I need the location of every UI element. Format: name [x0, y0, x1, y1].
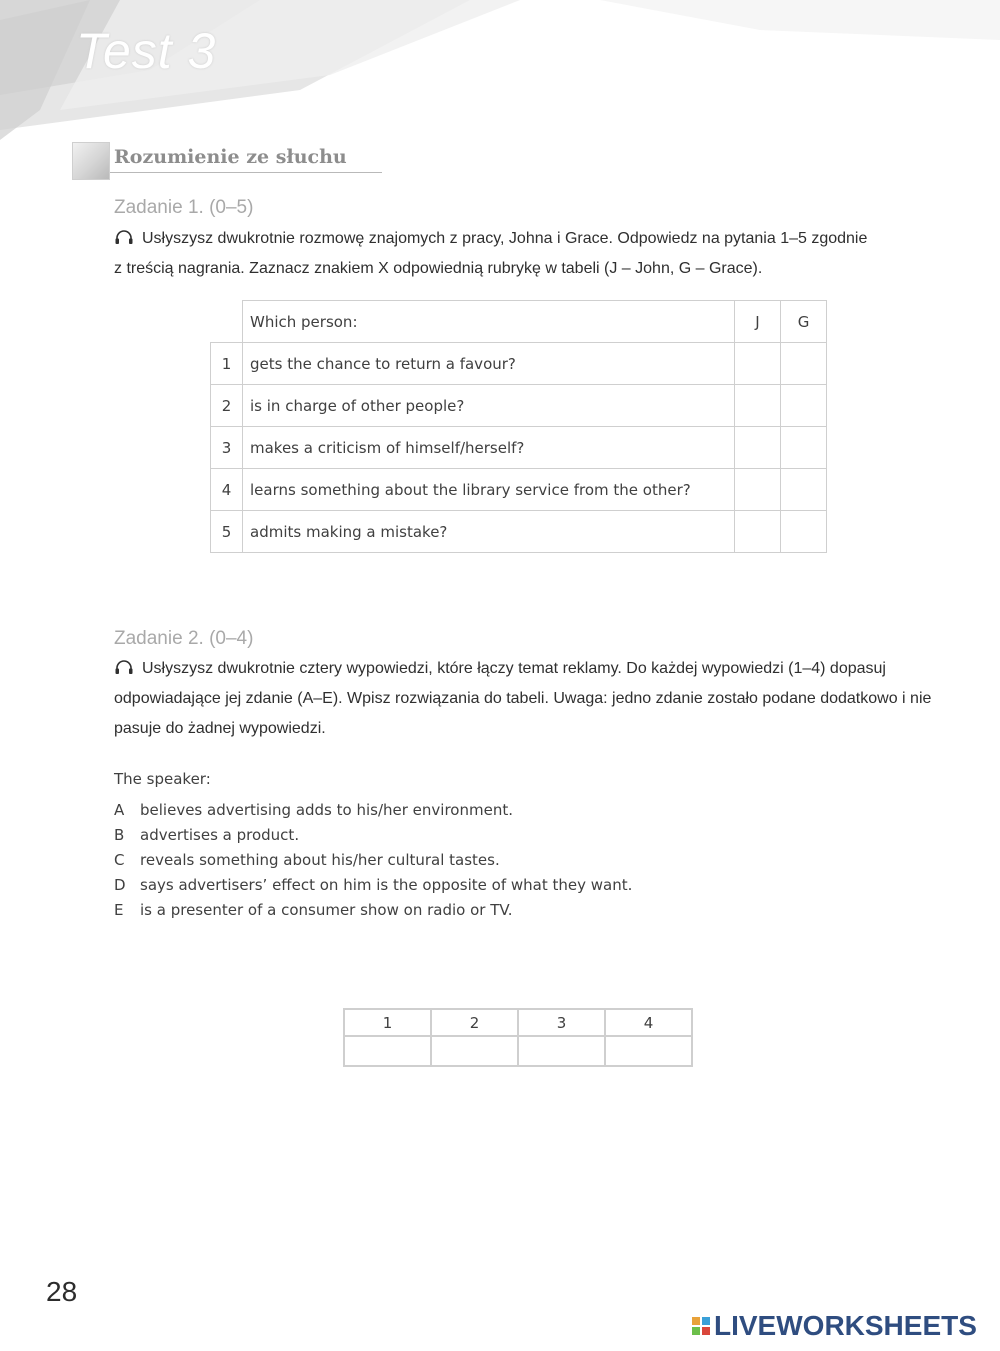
- task2-instruction-line3: pasuje do żadnej wypowiedzi.: [114, 720, 326, 737]
- answer-cell-j[interactable]: [735, 343, 781, 385]
- answer-table-header: [344, 1009, 692, 1036]
- answer-cell-j[interactable]: [735, 427, 781, 469]
- speaker-label: The speaker:: [114, 770, 211, 788]
- answer-cell-j[interactable]: [735, 511, 781, 553]
- row-number: 2: [211, 385, 243, 427]
- answer-cell-j[interactable]: [735, 385, 781, 427]
- row-question: makes a criticism of himself/herself?: [243, 427, 735, 469]
- option-letter: A: [114, 801, 125, 819]
- option-letter: C: [114, 851, 125, 869]
- task2-instruction-line1: Usłyszysz dwukrotnie cztery wypowiedzi, które łączy temat reklamy. Do każdej wypowiedzi (1–4) dopasuj: [142, 660, 886, 677]
- page-number: 28: [46, 1276, 78, 1307]
- section-marker: [72, 142, 110, 180]
- headphones-icon: [114, 659, 134, 675]
- option-text: says advertisers’ effect on him is the opposite of what they want.: [140, 876, 633, 894]
- task1-instruction-line2: z treścią nagrania. Zaznacz znakiem X odpowiednią rubrykę w tabeli (J – John, G – Grace).: [114, 260, 763, 277]
- answer-header-4: 4: [605, 1009, 692, 1036]
- answer-cell-g[interactable]: [781, 343, 827, 385]
- table-row: [211, 385, 827, 427]
- test-title: Test 3: [76, 23, 217, 79]
- row-question: admits making a mistake?: [243, 511, 735, 553]
- row-number: 5: [211, 511, 243, 553]
- list-item: [114, 801, 632, 826]
- table-row: [211, 427, 827, 469]
- option-letter: E: [114, 901, 124, 919]
- task1-col-g: G: [781, 301, 827, 343]
- liveworksheets-brand[interactable]: [692, 1311, 977, 1341]
- task2-title: Zadanie 2. (0–4): [114, 628, 254, 649]
- task1-instruction-line1: Usłyszysz dwukrotnie rozmowę znajomych z pracy, Johna i Grace. Odpowiedz na pytania 1–5 zgodnie: [142, 230, 868, 247]
- row-number: 3: [211, 427, 243, 469]
- option-text: advertises a product.: [140, 826, 300, 844]
- answer-table-row: [344, 1036, 692, 1066]
- answer-cell-g[interactable]: [781, 385, 827, 427]
- task1-col-j: J: [735, 301, 781, 343]
- task1-header-question: Which person:: [243, 301, 735, 343]
- option-text: reveals something about his/her cultural tastes.: [140, 851, 500, 869]
- list-item: [114, 876, 632, 901]
- headphones-icon: [114, 229, 134, 245]
- option-text: believes advertising adds to his/her environment.: [140, 801, 513, 819]
- answer-cell-g[interactable]: [781, 427, 827, 469]
- answer-cell-j[interactable]: [735, 469, 781, 511]
- task1-title: Zadanie 1. (0–5): [114, 197, 254, 218]
- answer-cell-2[interactable]: [431, 1036, 518, 1066]
- row-number: 1: [211, 343, 243, 385]
- option-letter: B: [114, 826, 125, 844]
- table-row: [211, 469, 827, 511]
- section-title: Rozumienie ze słuchu: [114, 146, 347, 168]
- task1-instruction: [114, 224, 964, 284]
- answer-cell-1[interactable]: [344, 1036, 431, 1066]
- list-item: [114, 901, 632, 926]
- answer-cell-g[interactable]: [781, 469, 827, 511]
- options-list: [114, 801, 632, 926]
- table-row: [211, 343, 827, 385]
- row-question: is in charge of other people?: [243, 385, 735, 427]
- option-text: is a presenter of a consumer show on radio or TV.: [140, 901, 513, 919]
- section-divider: [110, 172, 382, 173]
- list-item: [114, 851, 632, 876]
- brand-text: LIVEWORKSHEETS: [714, 1310, 977, 1341]
- row-question: learns something about the library service from the other?: [243, 469, 735, 511]
- option-letter: D: [114, 876, 126, 894]
- answer-cell-g[interactable]: [781, 511, 827, 553]
- row-number: 4: [211, 469, 243, 511]
- list-item: [114, 826, 632, 851]
- task1-table: [210, 300, 827, 553]
- answer-header-1: 1: [344, 1009, 431, 1036]
- table-corner: [211, 301, 243, 343]
- table-row: [211, 511, 827, 553]
- answer-cell-4[interactable]: [605, 1036, 692, 1066]
- task1-header-row: [211, 301, 827, 343]
- row-question: gets the chance to return a favour?: [243, 343, 735, 385]
- task2-instruction-line2: odpowiadające jej zdanie (A–E). Wpisz rozwiązania do tabeli. Uwaga: jedno zdanie zostało podane dodatkowo i nie: [114, 690, 932, 707]
- answer-cell-3[interactable]: [518, 1036, 605, 1066]
- answer-header-3: 3: [518, 1009, 605, 1036]
- liveworksheets-logo-icon: [692, 1317, 710, 1335]
- task2-answer-table: [343, 1008, 693, 1067]
- answer-header-2: 2: [431, 1009, 518, 1036]
- task2-instruction: [114, 654, 964, 744]
